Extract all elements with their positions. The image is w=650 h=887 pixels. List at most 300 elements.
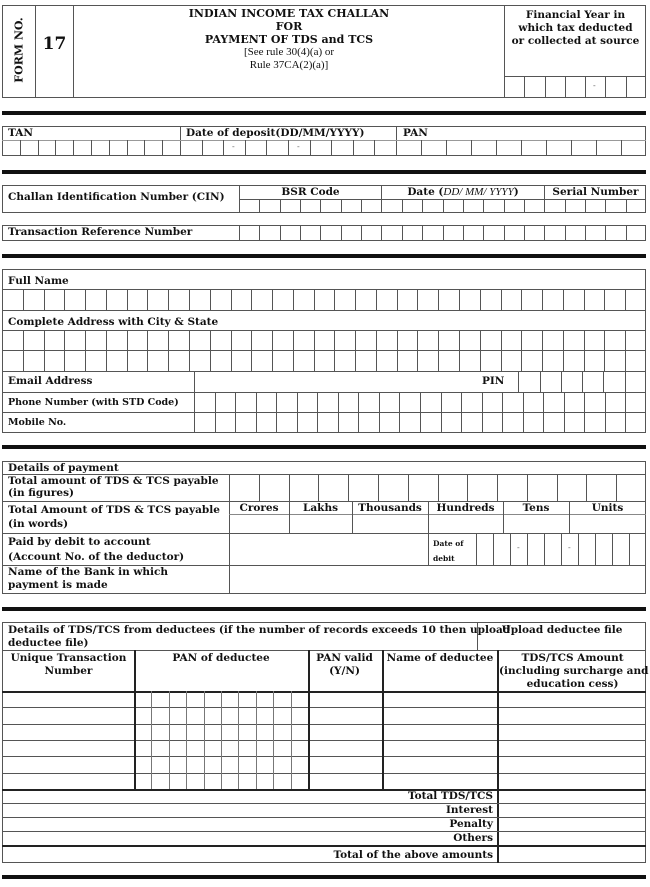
account-number-input[interactable]: [230, 534, 428, 565]
date-suffix: ): [513, 186, 519, 198]
cell-divider: [202, 140, 203, 156]
cell-divider: [544, 533, 545, 565]
cell-divider: [251, 330, 252, 371]
cell-divider: [55, 140, 56, 156]
email-label: Email Address: [8, 375, 93, 387]
cell-divider: [612, 533, 613, 565]
cell-divider: [85, 330, 86, 371]
cell-divider: [44, 330, 45, 371]
cell-divider: [420, 392, 421, 412]
cell-divider: [521, 289, 522, 310]
deductee-row[interactable]: [2, 740, 646, 756]
col-amount-header: [499, 652, 649, 691]
cell-divider: [293, 330, 294, 371]
grand-total-label: Total of the above amounts: [333, 849, 493, 861]
cell-divider: [596, 140, 597, 156]
cell-divider: [463, 225, 464, 241]
upload-deductee-file-button[interactable]: Upload deductee file: [501, 624, 623, 636]
cell-divider: [231, 289, 232, 310]
cell-divider: [605, 199, 606, 213]
cell-divider: [355, 330, 356, 371]
row-divider: [2, 831, 646, 832]
label-line: (including surcharge and: [499, 665, 649, 677]
cell-divider: [459, 289, 460, 310]
cell-divider: [543, 412, 544, 433]
cell-divider: [221, 691, 222, 789]
cell-divider: [561, 533, 562, 565]
label-line: Total amount of TDS & TCS payable: [8, 475, 219, 487]
cell-divider: [625, 289, 626, 310]
cin-label: Challan Identification Number (CIN): [8, 191, 225, 203]
cell-divider: [186, 691, 187, 789]
label-line: education cess): [526, 678, 619, 690]
amount-words-thousands-input[interactable]: [353, 515, 427, 532]
cell-divider: [443, 225, 444, 241]
cell-divider: [223, 140, 224, 156]
cell-divider: [585, 76, 586, 98]
cell-divider: [374, 140, 375, 156]
cell-divider: [463, 199, 464, 213]
cell-divider: [361, 225, 362, 241]
cell-divider: [565, 225, 566, 241]
email-input[interactable]: [195, 372, 475, 392]
cell-divider: [461, 392, 462, 412]
cell-divider: [147, 330, 148, 371]
cell-divider: [272, 289, 273, 310]
cell-divider: [582, 371, 583, 392]
cell-divider: [584, 412, 585, 433]
cell-divider: [289, 501, 290, 533]
cell-divider: [300, 199, 301, 213]
cell-divider: [584, 289, 585, 310]
cell-divider: [604, 330, 605, 371]
words-label: [8, 503, 220, 531]
cell-divider: [524, 225, 525, 241]
cell-divider: [585, 199, 586, 213]
phone-label: Phone Number (with STD Code): [8, 397, 179, 408]
cell-divider: [73, 140, 74, 156]
pan-label: PAN: [403, 127, 428, 139]
cell-divider: [266, 140, 267, 156]
cell-divider: [376, 330, 377, 371]
cell-divider: [272, 330, 273, 371]
cell-divider: [476, 533, 477, 565]
cell-divider: [331, 140, 332, 156]
cell-divider: [503, 501, 504, 533]
date-separator: -: [517, 543, 520, 552]
cell-divider: [297, 412, 298, 433]
cell-divider: [358, 412, 359, 433]
denomination-tens: Tens: [522, 502, 550, 514]
cell-divider: [417, 330, 418, 371]
full-name-label: Full Name: [8, 275, 69, 287]
cell-divider: [408, 474, 409, 501]
cell-divider: [127, 289, 128, 310]
label-line: Unique Transaction: [10, 652, 127, 664]
cell-divider: [376, 289, 377, 310]
grand-total-input[interactable]: [499, 847, 645, 862]
label-line: payment is made: [8, 579, 108, 591]
cell-divider: [210, 330, 211, 371]
cell-divider: [443, 199, 444, 213]
cell-divider: [289, 474, 290, 501]
cell-divider: [106, 330, 107, 371]
cell-divider: [379, 392, 380, 412]
mobile-label: Mobile No.: [8, 417, 67, 428]
cell-divider: [334, 330, 335, 371]
fy-line: or collected at source: [511, 35, 640, 47]
total-row-label: Total TDS/TCS: [408, 790, 493, 802]
cell-divider: [317, 412, 318, 433]
cell-divider: [557, 474, 558, 501]
date-separator: -: [297, 142, 300, 151]
cell-divider: [441, 392, 442, 412]
cell-divider: [168, 289, 169, 310]
cell-divider: [586, 474, 587, 501]
cell-divider: [402, 225, 403, 241]
cell-divider: [235, 392, 236, 412]
cell-divider: [378, 474, 379, 501]
cell-divider: [341, 225, 342, 241]
cell-divider: [259, 474, 260, 501]
total-amount-input[interactable]: [499, 804, 645, 817]
deductees-section-label: [8, 624, 510, 650]
deductee-row[interactable]: [2, 773, 646, 789]
cell-divider: [317, 392, 318, 412]
cell-divider: [402, 199, 403, 213]
cell-divider: [438, 474, 439, 501]
cell-divider: [605, 76, 606, 98]
cell-divider: [256, 412, 257, 433]
cell-divider: [605, 412, 606, 433]
cell-divider: [493, 533, 494, 565]
cell-divider: [616, 474, 617, 501]
cell-divider: [524, 76, 525, 98]
cell-divider: [510, 533, 511, 565]
cell-divider: [561, 371, 562, 392]
total-amount-input[interactable]: [499, 832, 645, 845]
cell-divider: [540, 371, 541, 392]
cell-divider: [565, 199, 566, 213]
cell-divider: [127, 330, 128, 371]
cell-divider: [497, 474, 498, 501]
cell-divider: [379, 412, 380, 433]
cell-divider: [578, 533, 579, 565]
amount-words-lakhs-input[interactable]: [290, 515, 351, 532]
total-row-label: Others: [453, 832, 493, 844]
column-divider: [134, 650, 136, 789]
cell-divider: [420, 412, 421, 433]
denomination-lakhs: Lakhs: [302, 502, 338, 514]
cell-divider: [524, 199, 525, 213]
cell-divider: [259, 225, 260, 241]
cell-divider: [542, 289, 543, 310]
cell-divider: [546, 140, 547, 156]
cell-divider: [276, 412, 277, 433]
cell-divider: [621, 140, 622, 156]
denomination-hundreds: Hundreds: [436, 502, 495, 514]
denomination-crores: Crores: [239, 502, 279, 514]
cell-divider: [310, 140, 311, 156]
cell-divider: [625, 330, 626, 371]
cell-divider: [251, 289, 252, 310]
form-number: 17: [42, 34, 67, 54]
amount-words-tens-input[interactable]: [504, 515, 568, 532]
cell-divider: [483, 199, 484, 213]
cell-divider: [421, 140, 422, 156]
cell-divider: [543, 392, 544, 412]
cell-divider: [397, 330, 398, 371]
cell-divider: [626, 199, 627, 213]
label-line: (in figures): [8, 487, 74, 499]
cell-divider: [521, 330, 522, 371]
cell-divider: [564, 392, 565, 412]
cell-divider: [341, 199, 342, 213]
col-name-header: Name of deductee: [386, 652, 494, 664]
date-of-debit-label: [433, 536, 463, 566]
cell-divider: [501, 289, 502, 310]
address-label: Complete Address with City & State: [8, 316, 219, 328]
cell-divider: [210, 289, 211, 310]
cell-divider: [482, 392, 483, 412]
cell-divider: [256, 691, 257, 789]
total-amount-input[interactable]: [499, 818, 645, 831]
cell-divider: [23, 289, 24, 310]
cell-divider: [504, 225, 505, 241]
cell-divider: [605, 392, 606, 412]
cell-divider: [629, 533, 630, 565]
cell-divider: [320, 225, 321, 241]
denomination-units: Units: [591, 502, 624, 514]
challan-date-label: [382, 186, 544, 198]
cell-divider: [38, 140, 39, 156]
cell-divider: [320, 199, 321, 213]
cell-divider: [564, 412, 565, 433]
label-line: Date of: [433, 539, 464, 548]
cell-divider: [584, 330, 585, 371]
cell-divider: [91, 140, 92, 156]
transaction-reference-label: Transaction Reference Number: [8, 226, 193, 238]
cell-divider: [358, 392, 359, 412]
cell-divider: [545, 76, 546, 98]
cell-divider: [189, 330, 190, 371]
rule-line: [See rule 30(4)(a) or: [243, 46, 335, 58]
row-divider: [2, 803, 646, 804]
label-line: deductee file): [8, 637, 89, 649]
cell-divider: [189, 289, 190, 310]
cell-divider: [569, 501, 570, 533]
label-line: PAN valid: [316, 652, 373, 664]
cell-divider: [563, 289, 564, 310]
cell-divider: [361, 199, 362, 213]
cell-divider: [64, 330, 65, 371]
cell-divider: [482, 412, 483, 433]
label-line: (Y/N): [329, 665, 360, 677]
cell-divider: [571, 140, 572, 156]
cell-divider: [144, 140, 145, 156]
cell-divider: [44, 289, 45, 310]
cell-divider: [300, 225, 301, 241]
label-line: (Account No. of the deductor): [8, 551, 185, 563]
cell-divider: [523, 392, 524, 412]
label-line: debit: [433, 554, 455, 563]
figures-label: [8, 475, 219, 499]
cell-divider: [288, 140, 289, 156]
cell-divider: [480, 330, 481, 371]
cell-divider: [355, 289, 356, 310]
cell-divider: [504, 199, 505, 213]
bsr-code-label: BSR Code: [281, 186, 340, 198]
cell-divider: [348, 474, 349, 501]
bank-name-input[interactable]: [230, 566, 645, 593]
date-separator: -: [568, 543, 571, 552]
label-line: TDS/TCS Amount: [521, 652, 624, 664]
cell-divider: [381, 225, 382, 241]
amount-words-crores-input[interactable]: [230, 515, 288, 532]
title-line: PAYMENT OF TDS and TCS: [204, 33, 374, 46]
title-line: FOR: [275, 20, 303, 33]
total-row-label: Interest: [445, 804, 493, 816]
cell-divider: [297, 392, 298, 412]
amount-words-units-input[interactable]: [570, 515, 645, 532]
cell-divider: [422, 225, 423, 241]
cell-divider: [438, 289, 439, 310]
cell-divider: [605, 225, 606, 241]
total-row-label: Penalty: [449, 818, 493, 830]
cell-divider: [353, 140, 354, 156]
cell-divider: [397, 289, 398, 310]
cell-divider: [204, 691, 205, 789]
details-of-payment-label: Details of payment: [8, 462, 119, 474]
deductee-row[interactable]: [2, 756, 646, 772]
date-prefix: Date (: [407, 186, 444, 198]
cell-divider: [318, 474, 319, 501]
cell-divider: [544, 225, 545, 241]
denomination-thousands: Thousands: [358, 502, 422, 514]
cell-divider: [259, 199, 260, 213]
cell-divider: [565, 76, 566, 98]
cell-divider: [23, 330, 24, 371]
cell-divider: [352, 501, 353, 533]
cell-divider: [168, 330, 169, 371]
cell-divider: [501, 330, 502, 371]
label-line: (in words): [8, 518, 69, 530]
cell-divider: [496, 140, 497, 156]
cell-divider: [527, 474, 528, 501]
cell-divider: [215, 392, 216, 412]
col-utn-header: [3, 652, 134, 678]
financial-year-label: [505, 9, 646, 48]
fy-line: which tax deducted: [518, 22, 633, 34]
label-line: Name of the Bank in which: [8, 566, 169, 578]
date-of-deposit-label: Date of deposit(DD/MM/YYYY): [186, 127, 365, 139]
label-line: Total Amount of TDS & TCS payable: [8, 504, 220, 516]
deductee-row[interactable]: [2, 707, 646, 723]
cell-divider: [584, 392, 585, 412]
cell-divider: [417, 289, 418, 310]
cell-divider: [595, 533, 596, 565]
cell-divider: [604, 289, 605, 310]
cell-divider: [480, 289, 481, 310]
col-pan-valid-header: [308, 652, 381, 678]
cell-divider: [422, 199, 423, 213]
cell-divider: [106, 289, 107, 310]
cell-divider: [64, 289, 65, 310]
cell-divider: [235, 412, 236, 433]
label-line: Paid by debit to account: [8, 536, 151, 548]
cell-divider: [483, 225, 484, 241]
total-amount-input[interactable]: [499, 790, 645, 803]
tan-label: TAN: [8, 127, 33, 139]
cell-divider: [314, 330, 315, 371]
form-title: [74, 7, 504, 72]
cell-divider: [109, 140, 110, 156]
cell-divider: [446, 140, 447, 156]
cell-divider: [169, 691, 170, 789]
title-line: INDIAN INCOME TAX CHALLAN: [188, 7, 390, 20]
cell-divider: [625, 371, 626, 392]
cell-divider: [523, 412, 524, 433]
date-separator: -: [232, 142, 235, 151]
cell-divider: [467, 474, 468, 501]
deductee-row[interactable]: [2, 691, 646, 707]
cell-divider: [238, 691, 239, 789]
cell-divider: [381, 199, 382, 213]
cell-divider: [399, 412, 400, 433]
cell-divider: [502, 412, 503, 433]
cell-divider: [527, 533, 528, 565]
cell-divider: [625, 412, 626, 433]
serial-number-label: Serial Number: [552, 186, 639, 198]
cell-divider: [334, 289, 335, 310]
cell-divider: [518, 371, 519, 392]
form-no-label: FORM NO.: [12, 17, 26, 83]
cell-divider: [338, 412, 339, 433]
cell-divider: [441, 412, 442, 433]
cell-divider: [280, 199, 281, 213]
deductee-row[interactable]: [2, 724, 646, 740]
rule-line: Rule 37CA(2)(a)]: [249, 59, 329, 71]
cell-divider: [544, 199, 545, 213]
cell-divider: [502, 392, 503, 412]
cell-divider: [280, 225, 281, 241]
cell-divider: [231, 330, 232, 371]
label-line: Number: [44, 665, 93, 677]
cell-divider: [461, 412, 462, 433]
cell-divider: [626, 76, 627, 98]
cell-divider: [338, 392, 339, 412]
date-format: DD/ MM/ YYYY: [443, 186, 514, 198]
cell-divider: [471, 140, 472, 156]
cell-divider: [276, 392, 277, 412]
cell-divider: [314, 289, 315, 310]
cell-divider: [245, 140, 246, 156]
cell-divider: [215, 412, 216, 433]
column-divider: [382, 650, 384, 789]
cell-divider: [256, 392, 257, 412]
cell-divider: [563, 330, 564, 371]
cell-divider: [399, 392, 400, 412]
amount-words-hundreds-input[interactable]: [429, 515, 502, 532]
cell-divider: [20, 140, 21, 156]
bank-name-label: [8, 566, 168, 592]
cell-divider: [293, 289, 294, 310]
debit-account-label: [8, 535, 184, 565]
cell-divider: [603, 371, 604, 392]
cell-divider: [542, 330, 543, 371]
col-pan-header: PAN of deductee: [172, 652, 270, 664]
cell-divider: [273, 691, 274, 789]
